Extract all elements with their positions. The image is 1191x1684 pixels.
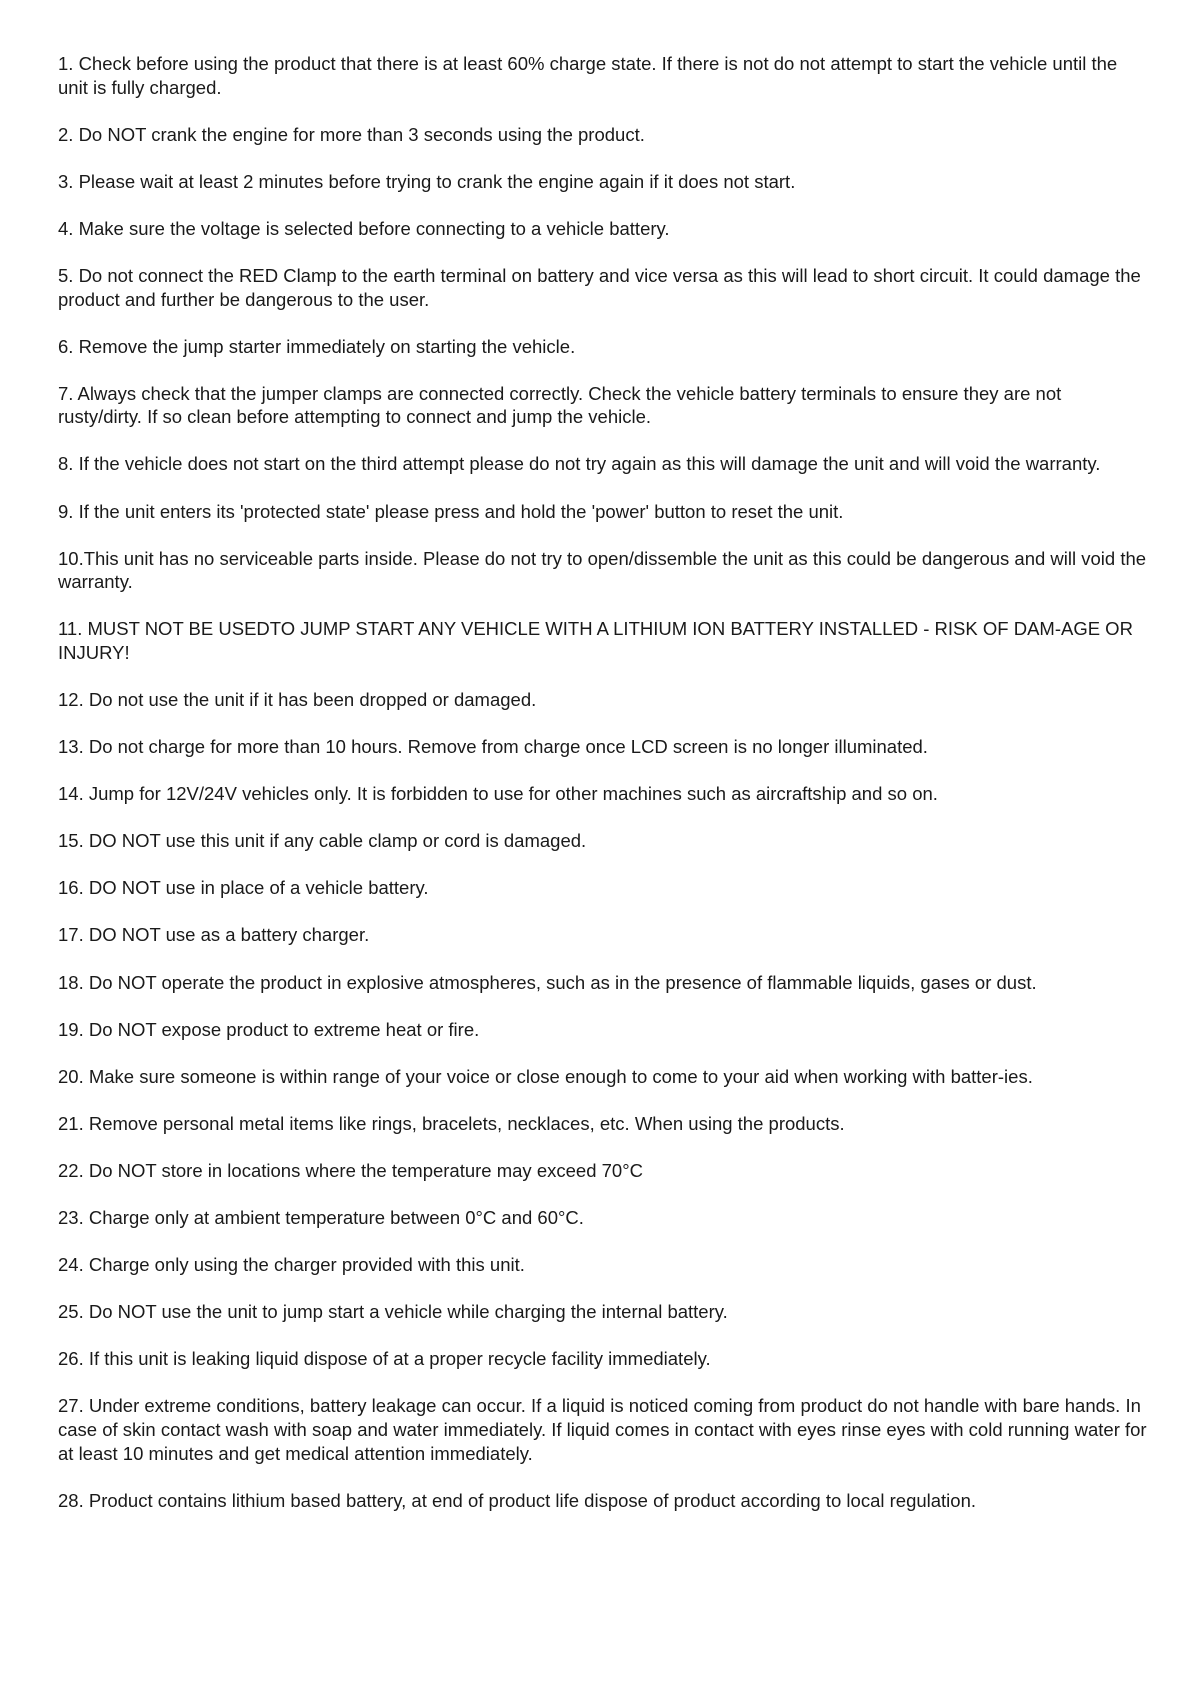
safety-item-18: 18. Do NOT operate the product in explosive atmospheres, such as in the presence of flammable liquids, gases or dust. [58, 971, 1037, 993]
safety-item-17: 17. DO NOT use as a battery charger. [58, 924, 370, 946]
safety-item-15: 15. DO NOT use this unit if any cable clamp or cord is damaged. [58, 830, 587, 852]
safety-item-13: 13. Do not charge for more than 10 hours. Remove from charge once LCD screen is no longer illuminated. [58, 736, 928, 758]
safety-item-25: 25. Do NOT use the unit to jump start a vehicle while charging the internal battery. [58, 1301, 728, 1323]
safety-item-10: 10.This unit has no serviceable parts inside. Please do not try to open/dissemble the unit as this could be dangerous and will void the warranty. [58, 547, 1147, 593]
safety-item-8: 8. If the vehicle does not start on the third attempt please do not try again as this will damage the unit and will void the warranty. [58, 453, 1101, 475]
safety-item-20: 20. Make sure someone is within range of your voice or close enough to come to your aid when working with batter-ies. [58, 1065, 1033, 1087]
safety-item-19: 19. Do NOT expose product to extreme heat or fire. [58, 1018, 480, 1040]
safety-item-23: 23. Charge only at ambient temperature between 0°C and 60°C. [58, 1207, 584, 1229]
safety-item-22: 22. Do NOT store in locations where the temperature may exceed 70°C [58, 1159, 643, 1181]
safety-item-24: 24. Charge only using the charger provided with this unit. [58, 1254, 525, 1276]
safety-item-14: 14. Jump for 12V/24V vehicles only. It is forbidden to use for other machines such as aircraftship and so on. [58, 783, 938, 805]
safety-item-12: 12. Do not use the unit if it has been dropped or damaged. [58, 689, 537, 710]
safety-instructions-list [58, 52, 1148, 1512]
safety-item-2: 2. Do NOT crank the engine for more than 3 seconds using the product. [58, 123, 645, 145]
safety-item-4: 4. Make sure the voltage is selected before connecting to a vehicle battery. [58, 217, 670, 239]
safety-item-6: 6. Remove the jump starter immediately on starting the vehicle. [58, 335, 576, 357]
safety-item-21: 21. Remove personal metal items like rings, bracelets, necklaces, etc. When using the products. [58, 1112, 845, 1134]
safety-item-3: 3. Please wait at least 2 minutes before trying to crank the engine again if it does not start. [58, 170, 796, 192]
safety-item-5: 5. Do not connect the RED Clamp to the earth terminal on battery and vice versa as this will lead to short circuit. It could damage the product and further be dangerous to the user. [58, 264, 1141, 310]
safety-item-27: 27. Under extreme conditions, battery leakage can occur. If a liquid is noticed coming from product do not handle with bare hands. In case of skin contact wash with soap and water immediately. If liquid comes in contact with eyes rinse eyes with cold running water for at least 10 minutes and get medical attention immediately. [58, 1395, 1147, 1464]
safety-item-7: 7. Always check that the jumper clamps are connected correctly. Check the vehicle battery terminals to ensure they are not rusty/dirty. If so clean before attempting to connect and jump the vehicle. [58, 382, 1062, 428]
safety-item-1: 1. Check before using the product that there is at least 60% charge state. If there is not do not attempt to start the vehicle until the unit is fully charged. [58, 53, 1118, 98]
safety-item-9: 9. If the unit enters its 'protected state' please press and hold the 'power' button to reset the unit. [58, 500, 844, 522]
safety-item-26: 26. If this unit is leaking liquid dispose of at a proper recycle facility immediately. [58, 1348, 711, 1370]
safety-item-16: 16. DO NOT use in place of a vehicle battery. [58, 877, 429, 899]
safety-item-28: 28. Product contains lithium based battery, at end of product life dispose of product according to local regulation. [58, 1489, 977, 1511]
safety-instructions-page [58, 52, 1148, 1536]
safety-item-11: 11. MUST NOT BE USEDTO JUMP START ANY VEHICLE WITH A LITHIUM ION BATTERY INSTALLED - RISK OF DAM-AGE OR INJURY! [58, 618, 1133, 663]
